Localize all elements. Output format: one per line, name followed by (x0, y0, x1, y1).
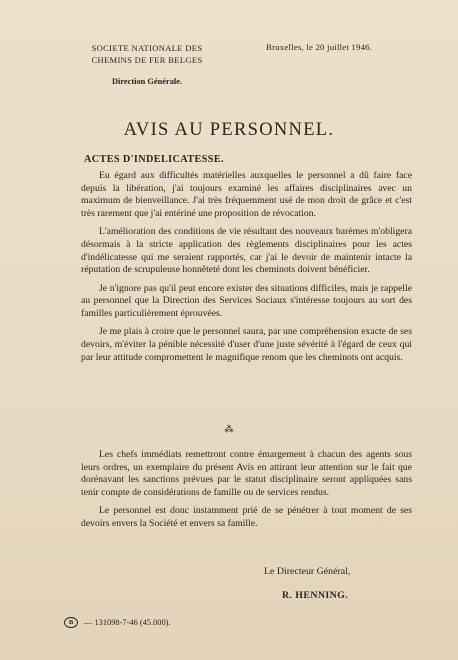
signatory-name: R. HENNING. (282, 590, 349, 601)
org-line-1: SOCIETE NATIONALE DES (91, 43, 203, 53)
asterism-separator: ⁂ (224, 425, 234, 435)
signatory-role: Le Directeur Général, (264, 566, 351, 577)
org-line-2: CHEMINS DE FER BELGES (91, 55, 203, 65)
paragraph: L'amélioration des conditions de vie résultant des nouveaux barèmes m'obligera désormais à la stricte application des règlements disciplinaires pour les actes d'indélicatesse qui me seraient rapportés, car j'ai le devoir de maintenir intacte la réputation de scrupuleuse honnêteté dont les cheminots doivent bénéficier. (81, 226, 412, 276)
document-title: AVIS AU PERSONNEL. (123, 120, 335, 140)
paragraph: Je me plais à croire que le personnel saura, par une compréhension exacte de ses devoirs, m'éviter la pénible nécessité d'user d'une juste sévérité à l'égard de ceux qui par leur attitude compromettent le magnifique renom que les cheminots ont acquis. (81, 326, 412, 363)
railway-logo-icon: B (64, 617, 78, 628)
print-code: — 131098-7-46 (45.000). (84, 618, 171, 627)
organization-header (62, 42, 232, 88)
body-section-2 (81, 449, 412, 536)
print-footer (64, 617, 171, 628)
document-subtitle: ACTES D'INDELICATESSE. (84, 154, 224, 165)
paragraph: Le personnel est donc instamment prié de se pénétrer à tout moment de ses devoirs envers la Société et envers sa famille. (81, 505, 412, 530)
place-date: Bruxelles, le 20 juillet 1946. (266, 42, 373, 52)
paragraph: Eu égard aux difficultés matérielles auxquelles le personnel a dû faire face depuis la libération, j'ai toujours examiné les affaires disciplinaires avec un maximum de bienveillance. J'ai très fréquemment usé de mon droit de grâce et c'est très rarement que j'ai entériné une proposition de révocation. (81, 170, 412, 220)
paragraph: Je n'ignore pas qu'il peut encore exister des situations difficiles, mais je rappelle au personnel que la Direction des Services Sociaux s'intéresse toujours au sort des familles particulièrement éprouvées. (81, 282, 412, 320)
department-label: Direction Générale. (111, 77, 183, 86)
body-section-1 (81, 170, 412, 370)
paragraph: Les chefs immédiats remettront contre émargement à chacun des agents sous leurs ordres, un exemplaire du présent Avis en attirant leur attention sur le fait que dorénavant les sanctions prévues par le statut disciplinaire seront appliquées sans tenir compte de considérations de famille ou de services rendus. (81, 449, 412, 499)
